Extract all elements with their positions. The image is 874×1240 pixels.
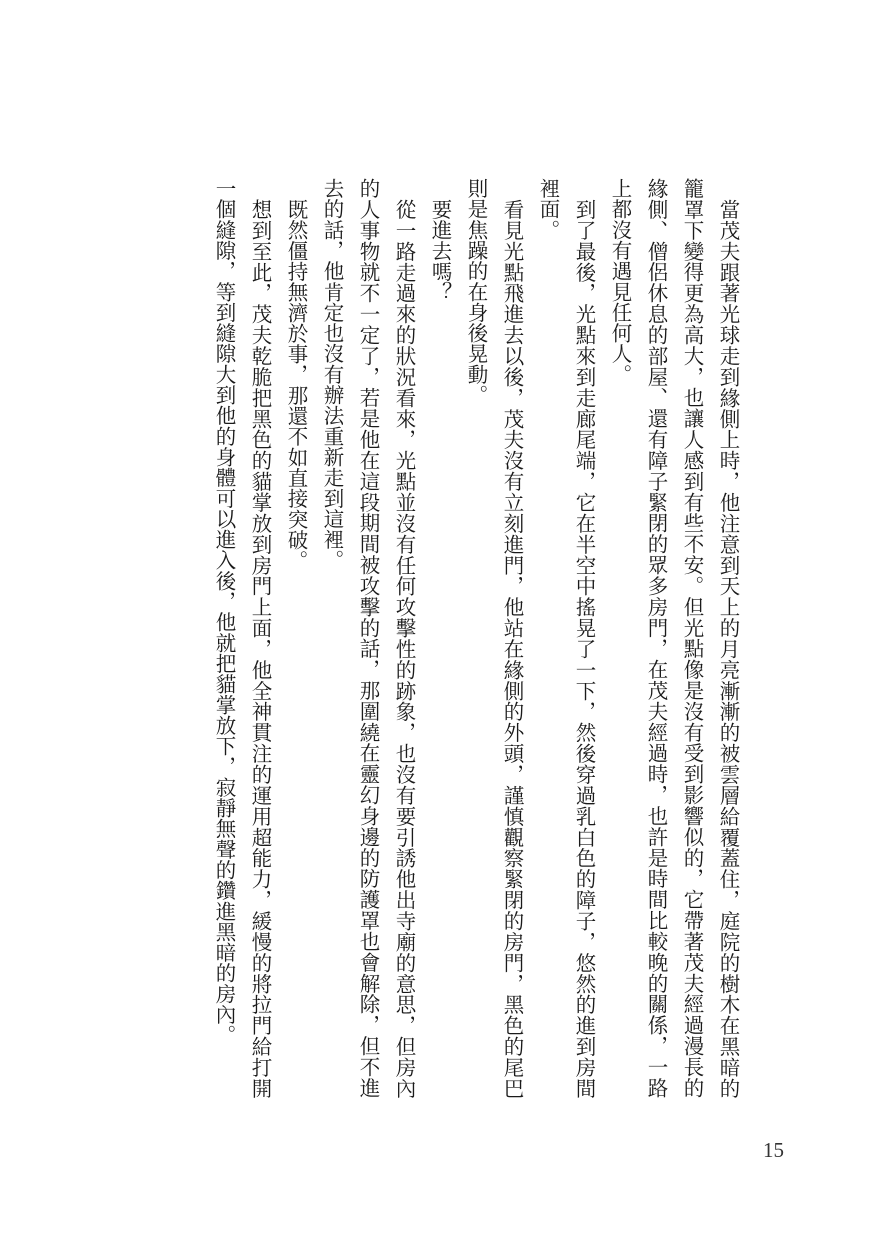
paragraph-1: 當茂夫跟著光球走到緣側上時，他注意到天上的月亮漸漸的被雲層給覆蓋住，庭院的樹木在黑暗的籠罩下變得更為高大，也讓人感到有些不安。但光點像是沒有受到影響似的，它帶著茂夫經過漫長的緣側、僧侶休息的部屋、還有障子緊閉的眾多房門，在茂夫經過時，也許是時間比較晚的關係，一路上都沒有遇見任何人。 [608, 178, 740, 1098]
page-number: 15 [763, 1138, 784, 1162]
vertical-text-body [186, 178, 746, 1098]
paragraph-4: 要進去嗎？ [428, 198, 452, 302]
paragraph-7: 想到至此，茂夫乾脆把黑色的貓掌放到房門上面，他全神貫注的運用超能力，緩慢的將拉門給打開一個縫隙，等到縫隙大到他的身體可以進入後，他就把貓掌放下，寂靜無聲的鑽進黑暗的房內。 [212, 178, 272, 1098]
paragraph-3: 看見光點飛進去以後，茂夫沒有立刻進門，他站在緣側的外頭，謹慎觀察緊閉的房門，黑色的尾巴則是焦躁的在身後晃動。 [464, 178, 524, 1098]
paragraph-6: 既然僵持無濟於事，那還不如直接突破。 [284, 198, 308, 571]
paragraph-5: 從一路走過來的狀況看來，光點並沒有任何攻擊性的跡象，也沒有要引誘他出寺廟的意思，但房內的人事物就不一定了，若是他在這段期間被攻擊的話，那圍繞在靈幻身邊的防護罩也會解除，但不進去的話，他肯定也沒有辦法重新走到這裡。 [320, 178, 416, 1098]
paragraph-2: 到了最後，光點來到走廊尾端，它在半空中搖晃了一下，然後穿過乳白色的障子，悠然的進到房間裡面。 [536, 178, 596, 1098]
